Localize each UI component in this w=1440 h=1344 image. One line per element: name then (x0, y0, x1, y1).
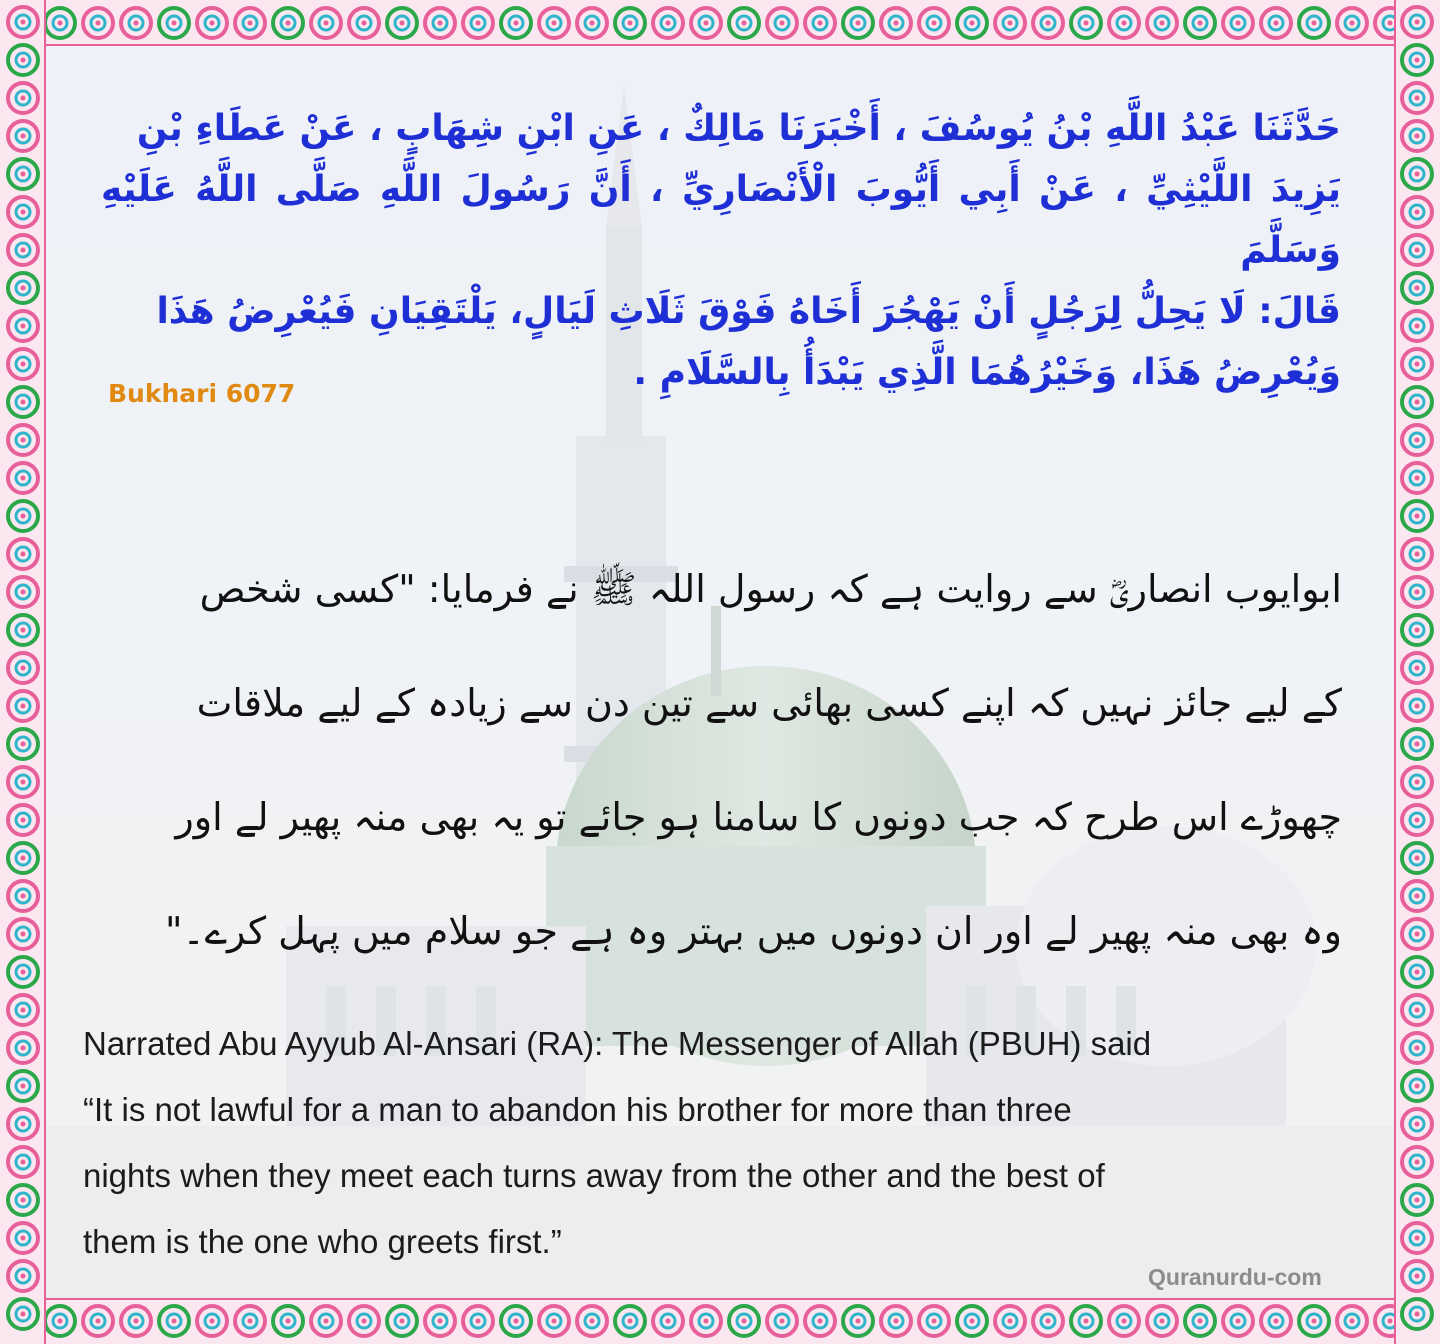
floral-border-right (1394, 0, 1440, 1344)
arabic-hadith-text (101, 98, 1341, 403)
english-line: Narrated Abu Ayyub Al-Ansari (RA): The Messenger of Allah (PBUH) said (83, 1025, 1152, 1062)
urdu-translation-text (96, 532, 1342, 988)
arabic-line: قَالَ: لَا يَحِلُّ لِرَجُلٍ أَنْ يَهْجُرَ أَخَاهُ فَوْقَ ثَلَاثِ لَيَالٍ، يَلْتَقِيَانِ فَيُعْرِضُ هَذَا (156, 291, 1341, 332)
content-panel (46, 46, 1394, 1298)
urdu-line: چھوڑے اس طرح کہ جب دونوں کا سامنا ہو جائے تو یہ بھی منہ پھیر لے اور (175, 795, 1342, 839)
hadith-reference: Bukhari 6077 (108, 379, 296, 408)
arabic-line: يَزِيدَ اللَّيْثِيِّ ، عَنْ أَبِي أَيُّوبَ الْأَنْصَارِيِّ ، أَنَّ رَسُولَ اللَّهِ صَلَّى اللَّهُ عَلَيْهِ وَسَلَّمَ (101, 169, 1341, 271)
floral-border-left (0, 0, 46, 1344)
floral-border-top (0, 0, 1440, 46)
site-watermark: Quranurdu-com (1148, 1264, 1322, 1290)
english-translation-text (83, 1011, 1351, 1275)
arabic-line: حَدَّثَنَا عَبْدُ اللَّهِ بْنُ يُوسُفَ ، أَخْبَرَنَا مَالِكٌ ، عَنِ ابْنِ شِهَابٍ ، عَنْ عَطَاءِ بْنِ (136, 108, 1341, 149)
english-line: nights when they meet each turns away from the other and the best of (83, 1157, 1105, 1194)
urdu-line: کے لیے جائز نہیں کہ اپنے کسی بھائی سے تین دن سے زیادہ کے لیے ملاقات (196, 681, 1342, 725)
english-line: “It is not lawful for a man to abandon his brother for more than three (83, 1091, 1072, 1128)
floral-border-bottom (0, 1298, 1440, 1344)
urdu-line: ابوایوب انصاریؓ سے روایت ہے کہ رسول اللہ ﷺ نے فرمایا: "کسی شخص (199, 567, 1342, 611)
urdu-line: وہ بھی منہ پھیر لے اور ان دونوں میں بہتر وہ ہے جو سلام میں پہل کرے۔" (165, 909, 1342, 953)
arabic-line: وَيُعْرِضُ هَذَا، وَخَيْرُهُمَا الَّذِي يَبْدَأُ بِالسَّلَامِ . (633, 352, 1341, 393)
english-line: them is the one who greets first.” (83, 1223, 562, 1260)
